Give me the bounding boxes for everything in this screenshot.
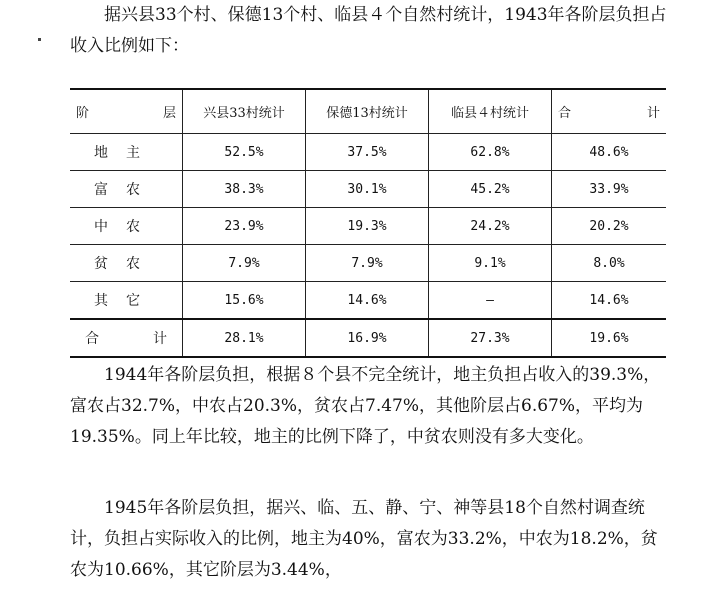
row-label: 富农 [70,171,183,208]
cell-xingxian: 52.5% [183,134,306,171]
cell-linxian: — [429,282,552,320]
header-linxian: 临县４村统计 [429,89,552,134]
header-total-right: 计 [646,106,660,121]
header-total-left: 合 [558,106,572,121]
table-row [70,171,666,208]
header-class-right: 层 [162,106,176,121]
header-class-left: 阶 [76,106,90,121]
table-row [70,134,666,171]
total-baode: 16.9% [306,319,429,357]
cell-baode: 30.1% [306,171,429,208]
row-label: 中农 [70,208,183,245]
total-total: 19.6% [552,319,667,357]
cell-total: 14.6% [552,282,667,320]
header-baode: 保德13村统计 [306,89,429,134]
row-label: 贫农 [70,245,183,282]
cell-linxian: 24.2% [429,208,552,245]
table-row [70,282,666,320]
total-linxian: 27.3% [429,319,552,357]
row-label: 其它 [70,282,183,320]
total-xingxian: 28.1% [183,319,306,357]
cell-total: 48.6% [552,134,667,171]
cell-xingxian: 7.9% [183,245,306,282]
cell-xingxian: 23.9% [183,208,306,245]
table-row [70,245,666,282]
total-label [70,319,183,357]
table-row [70,208,666,245]
total-label-right: 计 [153,331,167,347]
cell-baode: 37.5% [306,134,429,171]
table-total-row [70,319,666,357]
cell-baode: 19.3% [306,208,429,245]
burden-table [70,88,666,358]
header-class [70,89,183,134]
paragraph-1944: 1944年各阶层负担，根据８个县不完全统计，地主负担占收入的39.3%，富农占32.7%，中农占20.3%，贫农占7.47%，其他阶层占6.67%，平均为19.35%。同上年比较，地主的比例下降了，中贫农则没有多大变化。 [70,365,661,447]
cell-baode: 7.9% [306,245,429,282]
paragraph-1945: 1945年各阶层负担，据兴、临、五、静、宁、神等县18个自然村调查统计，负担占实际收入的比例，地主为40%，富农为33.2%，中农为18.2%，贫农为10.66%，其它阶层为3.44%， [70,498,658,580]
cell-xingxian: 15.6% [183,282,306,320]
header-xingxian: 兴县33村统计 [183,89,306,134]
cell-total: 20.2% [552,208,667,245]
header-total [552,89,667,134]
cell-linxian: 9.1% [429,245,552,282]
intro-paragraph: 据兴县33个村、保德13个村、临县４个自然村统计，1943年各阶层负担占收入比例如下： [70,5,667,56]
table-header-row [70,89,666,134]
cell-total: 8.0% [552,245,667,282]
cell-linxian: 62.8% [429,134,552,171]
total-label-left: 合 [85,331,99,347]
cell-xingxian: 38.3% [183,171,306,208]
cell-linxian: 45.2% [429,171,552,208]
scan-speck [38,38,41,41]
row-label: 地主 [70,134,183,171]
cell-total: 33.9% [552,171,667,208]
cell-baode: 14.6% [306,282,429,320]
